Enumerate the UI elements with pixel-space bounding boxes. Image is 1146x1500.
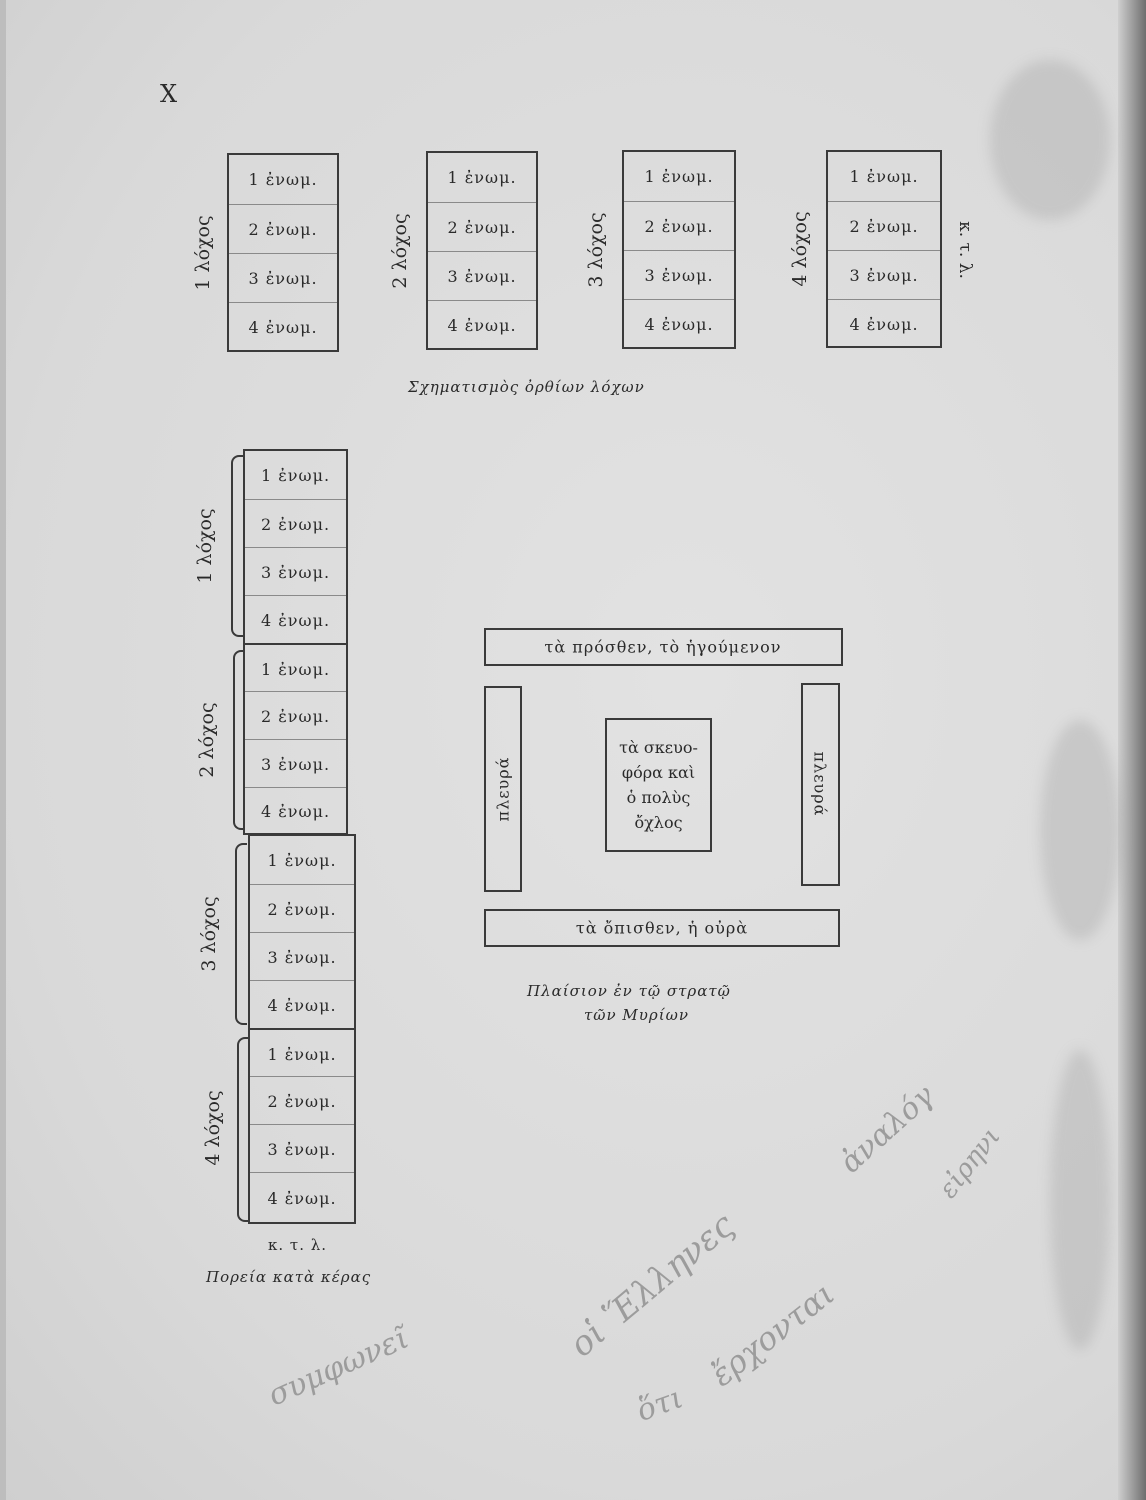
keras-column-upper: [243, 449, 348, 835]
platoon-cell: 4 ἐνωμ.: [624, 299, 734, 349]
center-line: ὄχλος: [634, 813, 683, 832]
company-column-1: [227, 153, 339, 352]
plaision-caption-line2: τῶν Μυρίων: [584, 1006, 689, 1024]
platoon-cell: 3 ἐνωμ.: [229, 253, 337, 303]
company-label: 1 λόχος: [192, 215, 214, 291]
rear-label: τὰ ὄπισθεν, ἡ οὐρὰ: [575, 918, 749, 938]
company-bracket: [237, 1037, 249, 1222]
stain: [1040, 720, 1120, 940]
platoon-cell: 4 ἐνωμ.: [245, 595, 346, 644]
platoon-cell: 3 ἐνωμ.: [250, 932, 354, 981]
handwriting: συμφωνεῖ: [262, 1320, 414, 1414]
platoon-cell: 2 ἐνωμ.: [428, 202, 536, 252]
company-label: 3 λόχος: [585, 212, 607, 288]
front-label: τὰ πρόσθεν, τὸ ἡγούμενον: [544, 637, 782, 657]
center-box: [605, 718, 712, 852]
platoon-cell: 1 ἐνωμ.: [260, 465, 331, 485]
platoon-cell: 2 ἐνωμ.: [245, 499, 346, 548]
left-page-edge: [0, 0, 6, 1500]
platoon-cell: 3 ἐνωμ.: [245, 547, 346, 596]
company-bracket: [235, 843, 247, 1025]
platoon-cell: 1 ἐνωμ.: [248, 170, 318, 189]
center-line: τὰ σκευο-: [619, 738, 698, 757]
company-column-4: [826, 150, 942, 348]
platoon-cell: 1 ἐνωμ.: [644, 167, 714, 186]
platoon-cell: 3 ἐνωμ.: [624, 250, 734, 300]
platoon-cell: 2 ἐνωμ.: [624, 201, 734, 251]
platoon-cell: 4 ἐνωμ.: [229, 302, 337, 352]
platoon-cell: 1 ἐνωμ.: [245, 643, 346, 693]
platoon-cell: 2 ἐνωμ.: [245, 691, 346, 740]
platoon-cell: 3 ἐνωμ.: [828, 250, 940, 300]
platoon-cell: 1 ἐνωμ.: [849, 167, 919, 186]
company-column-3: [622, 150, 736, 349]
platoon-cell: 4 ἐνωμ.: [428, 300, 536, 350]
company-column-2: [426, 151, 538, 350]
plaision-caption-line1: Πλαίσιον ἐν τῷ στρατῷ: [527, 982, 731, 1000]
company-label: 4 λόχος: [789, 211, 811, 287]
platoon-cell: 1 ἐνωμ.: [267, 850, 337, 870]
platoon-cell: 4 ἐνωμ.: [245, 787, 346, 834]
left-side-label: πλευρά: [493, 756, 513, 822]
center-line: ὁ πολὺς: [626, 788, 691, 807]
orthioi-caption: Σχηματισμὸς ὀρθίων λόχων: [408, 378, 645, 396]
company-label: 2 λόχος: [389, 213, 411, 289]
keras-column-lower: [248, 834, 356, 1224]
stain: [990, 60, 1110, 220]
company-label: 4 λόχος: [202, 1090, 224, 1166]
company-label: 2 λόχος: [196, 702, 218, 778]
platoon-cell: 3 ἐνωμ.: [245, 739, 346, 788]
platoon-cell: 2 ἐνωμ.: [229, 204, 337, 254]
platoon-cell: 2 ἐνωμ.: [250, 884, 354, 933]
platoon-cell: 3 ἐνωμ.: [428, 251, 536, 301]
etc-label: κ. τ. λ.: [268, 1236, 328, 1254]
company-label: 1 λόχος: [194, 508, 216, 584]
keras-caption: Πορεία κατὰ κέρας: [206, 1268, 372, 1286]
platoon-cell: 2 ἐνωμ.: [250, 1076, 354, 1125]
platoon-cell: 3 ἐνωμ.: [250, 1124, 354, 1173]
platoon-cell: 4 ἐνωμ.: [250, 1172, 354, 1223]
platoon-cell: 4 ἐνωμ.: [828, 299, 940, 348]
platoon-cell: 1 ἐνωμ.: [447, 168, 517, 187]
page-number: X: [160, 80, 178, 108]
handwriting: οἱ Ἕλληνες: [562, 1205, 742, 1366]
handwriting: ἀναλόγ: [833, 1078, 942, 1181]
platoon-cell: 2 ἐνωμ.: [828, 201, 940, 251]
handwriting: εἰρηνι: [933, 1121, 1007, 1205]
company-bracket: [233, 650, 245, 830]
right-page-edge: [1118, 0, 1146, 1500]
right-side-label: πλευρά: [810, 751, 830, 817]
platoon-cell: 4 ἐνωμ.: [250, 980, 354, 1029]
center-text: [607, 720, 710, 850]
etc-label: κ. τ. λ.: [955, 221, 975, 279]
company-label: 3 λόχος: [198, 896, 220, 972]
platoon-cell: 1 ἐνωμ.: [250, 1028, 354, 1078]
handwriting: ὅτι: [632, 1380, 688, 1429]
company-bracket: [231, 455, 243, 637]
stain: [1050, 1050, 1110, 1350]
handwriting: ἔρχονται: [703, 1274, 842, 1394]
center-line: φόρα καὶ: [621, 763, 696, 782]
